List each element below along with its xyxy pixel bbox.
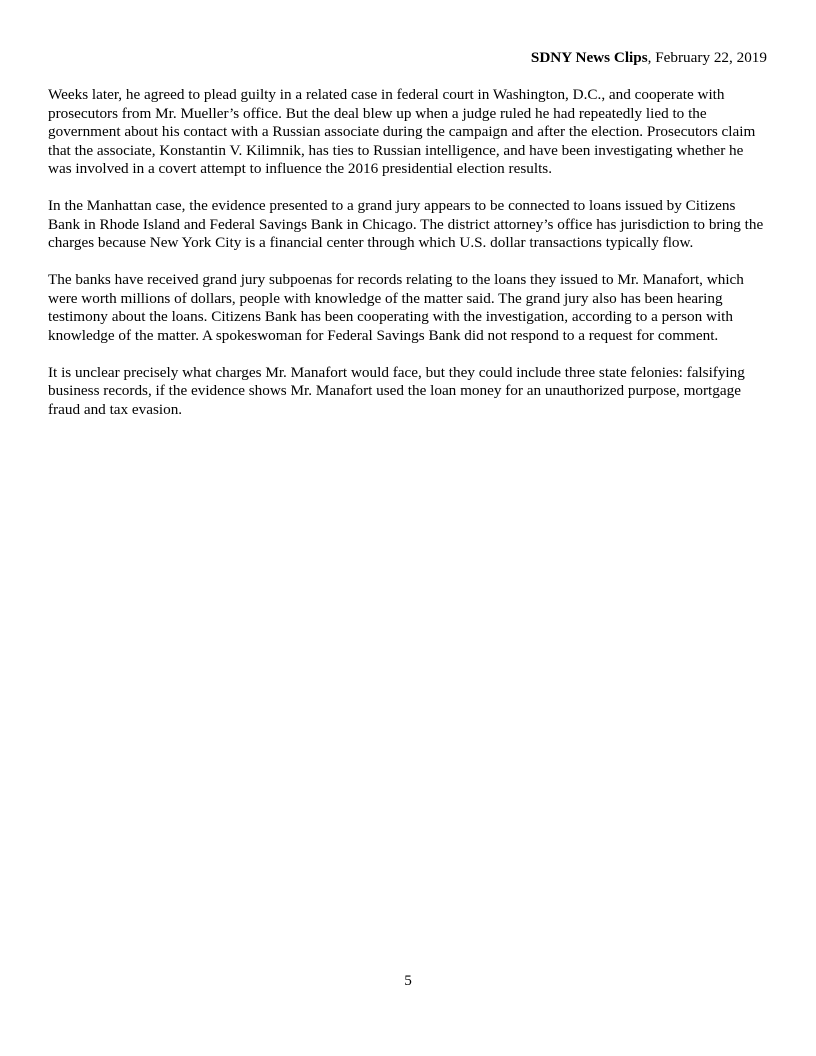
page-number: 5 [404,972,412,989]
publication-title: SDNY News Clips [530,49,648,66]
page-header [531,49,767,67]
paragraph: It is unclear precisely what charges Mr. Manafort would face, but they could include three state felonies: falsifying business records, if the evidence shows Mr. Manafort used the loan money for an unauthorized purpose, mortgage fraud and tax evasion. [48,363,745,418]
paragraph: Weeks later, he agreed to plead guilty in a related case in federal court in Washington, D.C., and cooperate with prosecutors from Mr. Mueller’s office. But the deal blew up when a judge ruled he had repeatedly lied to the government about his contact with a Russian associate during the campaign and after the election. Prosecutors claim that the associate, Konstantin V. Kilimnik, has ties to Russian intelligence, and have been investigating whether he was involved in a covert attempt to influence the 2016 presidential election results. [48,86,756,177]
publication-date: , February 22, 2019 [647,49,767,66]
paragraph: In the Manhattan case, the evidence presented to a grand jury appears to be connected to loans issued by Citizens Bank in Rhode Island and Federal Savings Bank in Chicago. The district attorney’s office has jurisdiction to bring the charges because New York City is a financial center through which U.S. dollar transactions typically flow. [48,197,764,251]
article-body [48,86,770,438]
paragraph: The banks have received grand jury subpoenas for records relating to the loans they issued to Mr. Manafort, which were worth millions of dollars, people with knowledge of the matter said. The grand jury also has been hearing testimony about the loans. Citizens Bank has been cooperating with the investigation, according to a person with knowledge of the matter. A spokeswoman for Federal Savings Bank did not respond to a request for comment. [48,271,744,344]
